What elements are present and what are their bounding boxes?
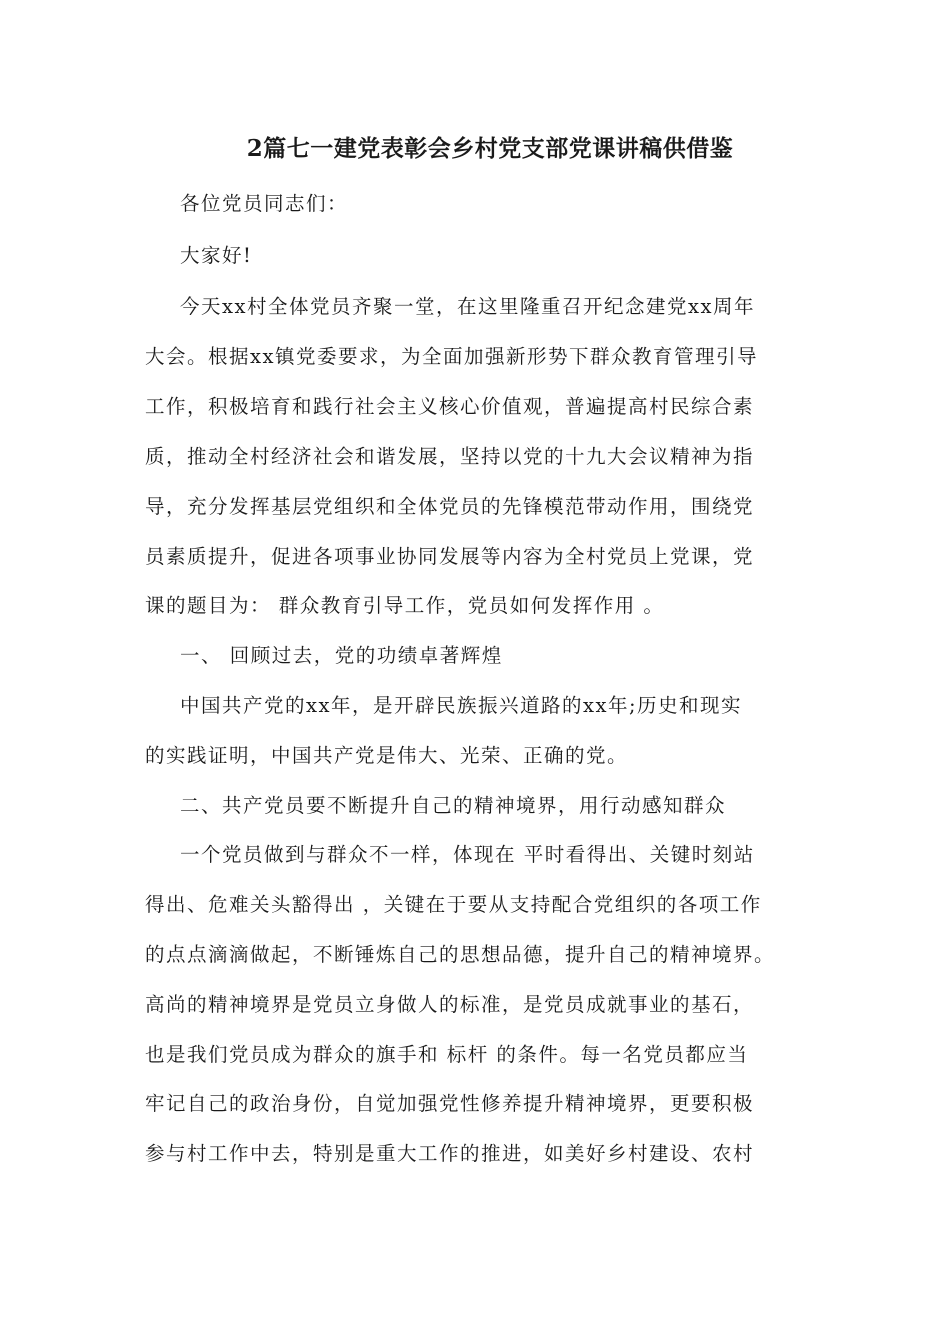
paragraph-line: 大会。根据xx镇党委要求，为全面加强新形势下群众教育管理引导: [145, 345, 758, 368]
paragraph-line: 高尚的精神境界是党员立身做人的标准，是党员成就事业的基石，: [145, 993, 755, 1016]
section-heading: 二、共产党员要不断提升自己的精神境界，用行动感知群众: [180, 794, 727, 817]
salutation-line: 大家好!: [180, 244, 253, 267]
section-heading: 一、 回顾过去，党的功绩卓著辉煌: [180, 644, 503, 667]
paragraph-line: 参与村工作中去，特别是重大工作的推进，如美好乡村建设、农村: [145, 1142, 755, 1165]
paragraph-line: 员素质提升，促进各项事业协同发展等内容为全村党员上党课，党: [145, 545, 755, 568]
paragraph-line: 今天xx村全体党员齐聚一堂，在这里隆重召开纪念建党xx周年: [180, 295, 755, 318]
paragraph-line: 牢记自己的政治身份，自觉加强党性修养提升精神境界，更要积极: [145, 1092, 755, 1115]
paragraph-line: 中国共产党的xx年，是开辟民族振兴道路的xx年;历史和现实: [180, 694, 743, 717]
paragraph-line: 工作，积极培育和践行社会主义核心价值观，普遍提高村民综合素: [145, 395, 755, 418]
paragraph-line: 质，推动全村经济社会和谐发展，坚持以党的十九大会议精神为指: [145, 445, 755, 468]
paragraph-line: 的实践证明，中国共产党是伟大、光荣、正确的党。: [145, 744, 629, 767]
paragraph-line: 一个党员做到与群众不一样，体现在 平时看得出、关键时刻站: [180, 843, 755, 866]
document-title: 2篇七一建党表彰会乡村党支部党课讲稿供借鉴: [246, 135, 734, 162]
paragraph-line: 得出、危难关头豁得出 ，关键在于要从支持配合党组织的各项工作: [145, 893, 762, 916]
paragraph-line: 导，充分发挥基层党组织和全体党员的先锋模范带动作用，围绕党: [145, 495, 755, 518]
paragraph-line: 也是我们党员成为群众的旗手和 标杆 的条件。每一名党员都应当: [145, 1043, 749, 1066]
paragraph-line: 的点点滴滴做起，不断锤炼自己的思想品德，提升自己的精神境界。: [145, 943, 776, 966]
paragraph-line: 课的题目为： 群众教育引导工作，党员如何发挥作用 。: [145, 594, 665, 617]
greeting-line: 各位党员同志们：: [180, 192, 349, 215]
